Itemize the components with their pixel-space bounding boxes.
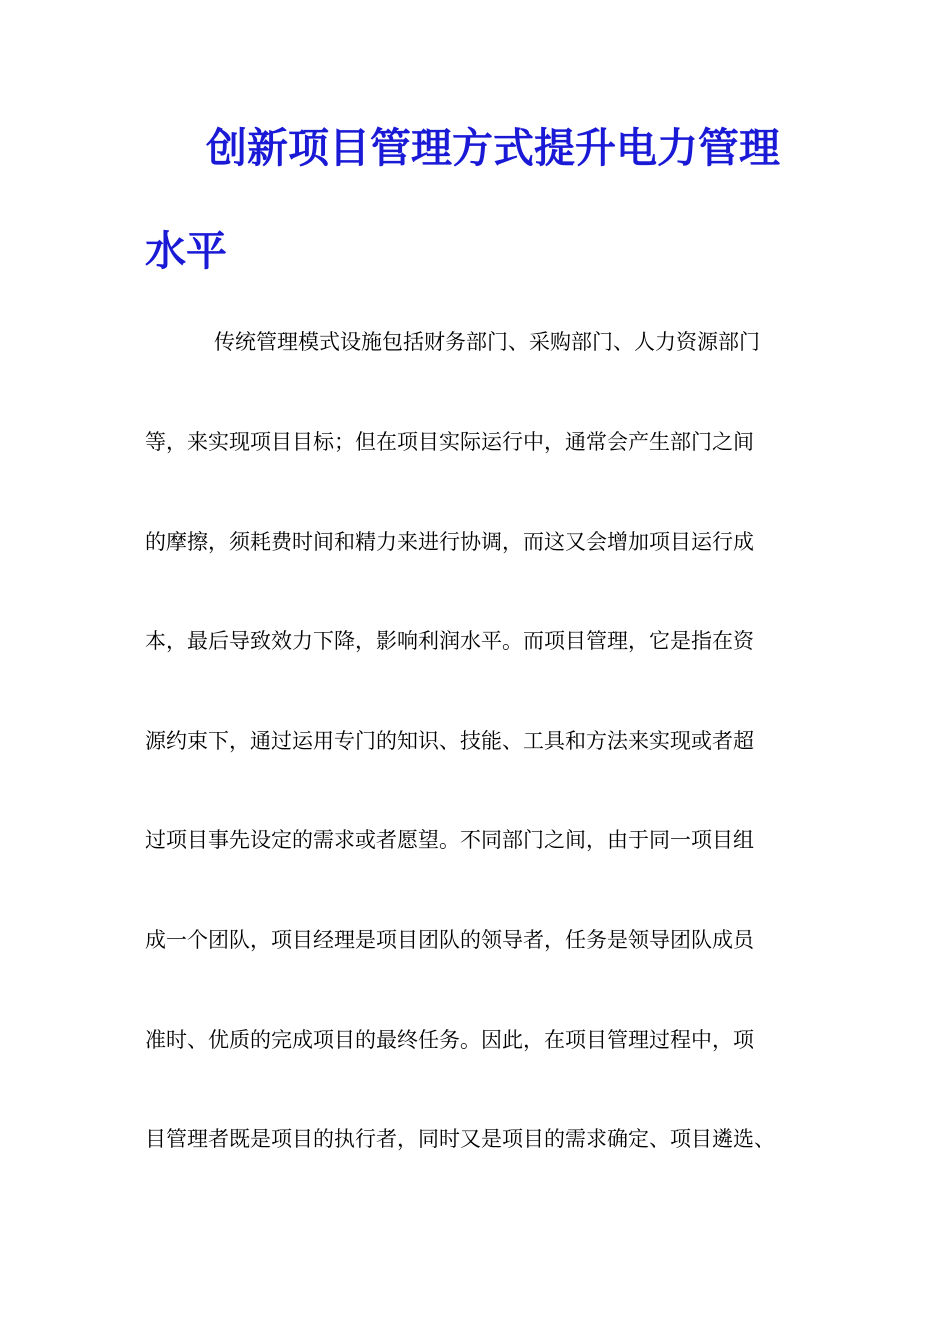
paragraph-line: 的摩擦，须耗费时间和精力来进行协调，而这又会增加项目运行成 (145, 530, 754, 554)
paragraph-line: 传统管理模式设施包括财务部门、采购部门、人力资源部门 (214, 330, 760, 354)
paragraph-line: 本，最后导致效力下降，影响利润水平。而项目管理，它是指在资 (145, 629, 754, 653)
paragraph-line: 成一个团队，项目经理是项目团队的领导者，任务是领导团队成员 (145, 928, 754, 952)
paragraph-line: 源约束下，通过运用专门的知识、技能、工具和方法来实现或者超 (145, 729, 754, 753)
document-title-line-1: 创新项目管理方式提升电力管理 (206, 124, 780, 172)
paragraph-line: 目管理者既是项目的执行者，同时又是项目的需求确定、项目遴选、 (145, 1127, 775, 1151)
document-title-line-2: 水平 (145, 227, 227, 275)
paragraph-line: 准时、优质的完成项目的最终任务。因此，在项目管理过程中，项 (145, 1028, 754, 1052)
paragraph-line: 等，来实现项目目标；但在项目实际运行中，通常会产生部门之间 (145, 430, 754, 454)
paragraph-line: 过项目事先设定的需求或者愿望。不同部门之间，由于同一项目组 (145, 828, 754, 852)
